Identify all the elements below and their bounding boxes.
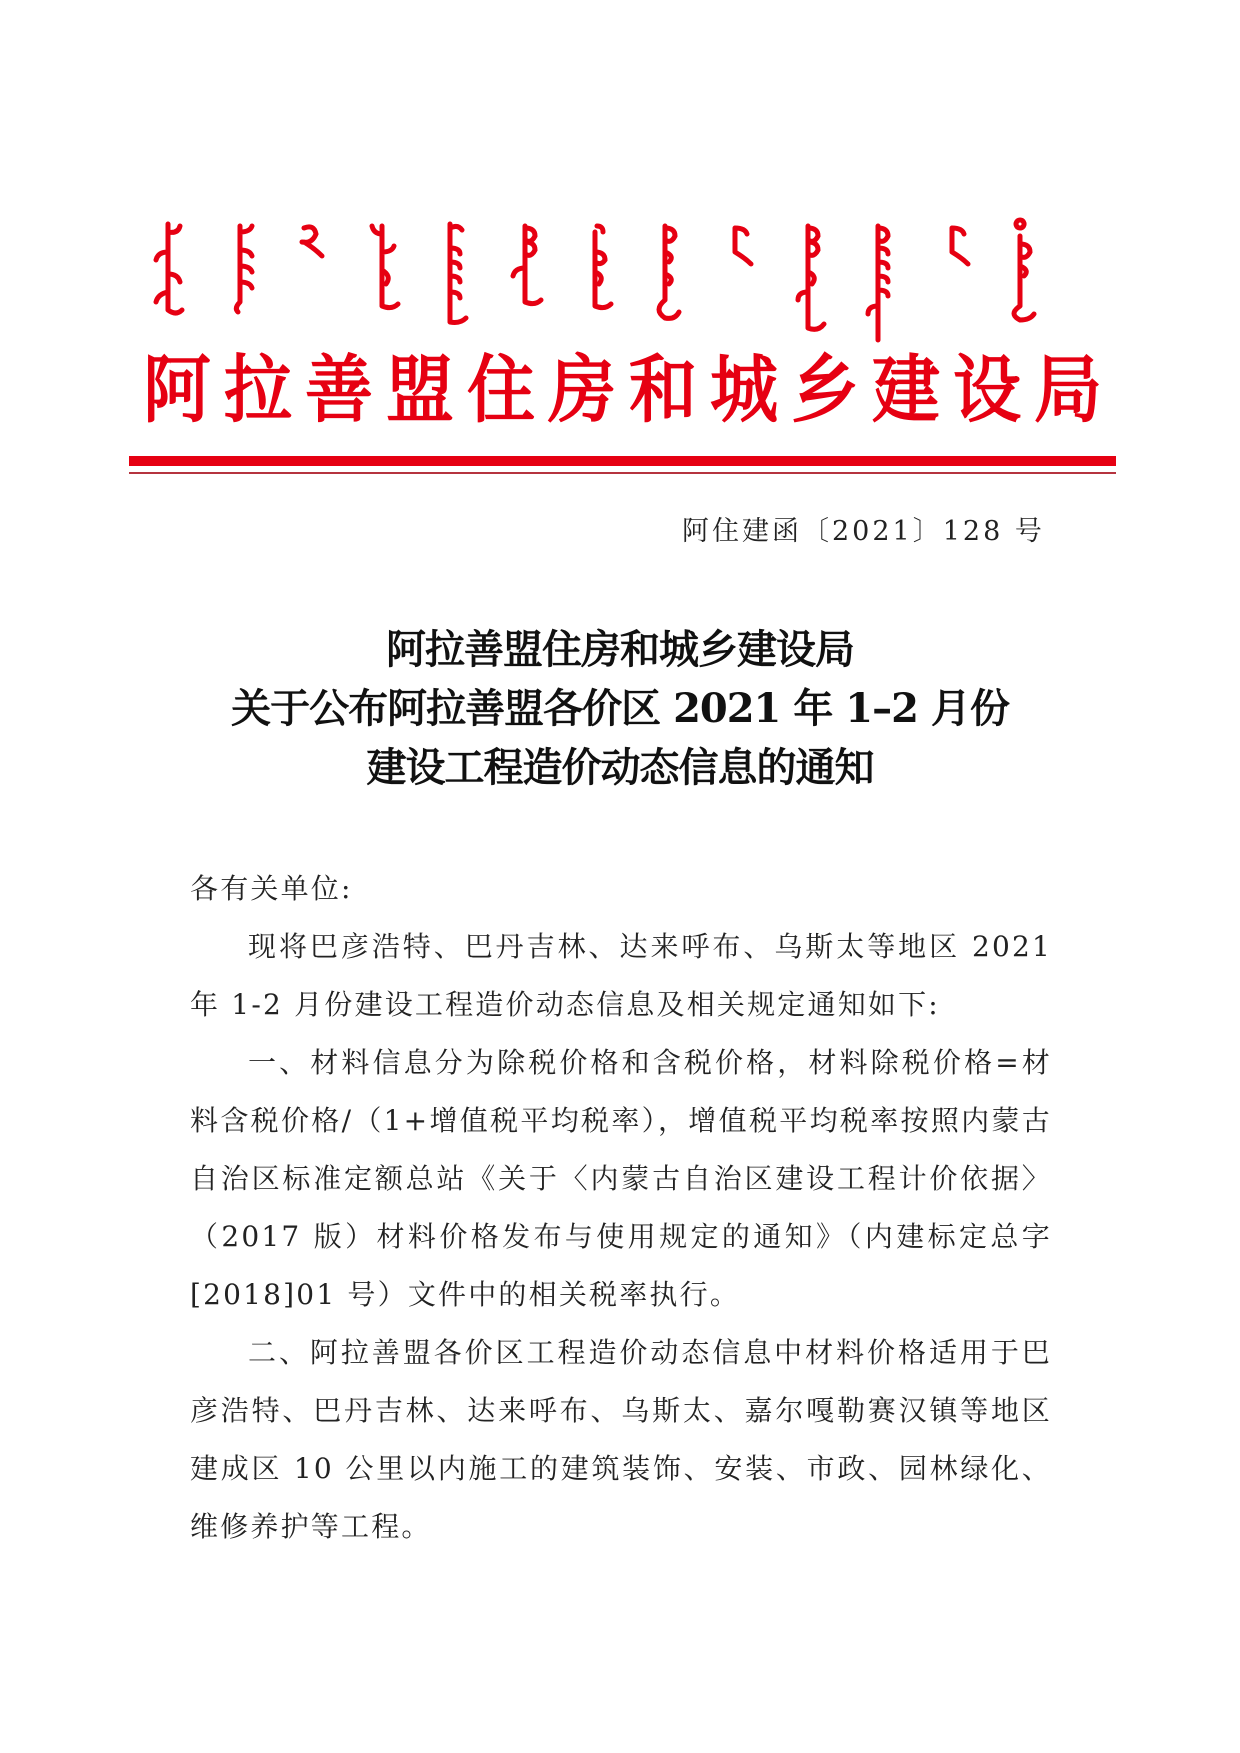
mongolian-word-icon	[505, 222, 545, 342]
banner-char: 乡	[790, 346, 859, 434]
paragraph-item-1: 一、材料信息分为除税价格和含税价格，材料除税价格=材料含税价格/（1+增值税平均税率），增值税平均税率按照内蒙古自治区标准定额总站《关于〈内蒙古自治区建设工程计价依据〉（2017 版）材料价格发布与使用规定的通知》（内建标定总字[2018]01 号）文件中的相关税率执行。	[190, 1046, 1052, 1311]
mongolian-word-icon	[148, 222, 188, 342]
header-rule-thick	[129, 456, 1116, 466]
banner-char: 拉	[223, 346, 292, 434]
banner-char: 阿	[142, 346, 211, 434]
banner-char: 和	[628, 346, 697, 434]
banner-char: 建	[871, 346, 940, 434]
mongolian-word-icon	[290, 222, 330, 342]
document-number: 阿住建函〔2021〕128 号	[682, 516, 1045, 547]
mongolian-word-icon	[1000, 222, 1040, 342]
banner-char: 善	[304, 346, 373, 434]
banner-char: 房	[547, 346, 616, 434]
mongolian-word-icon	[858, 222, 898, 342]
document-title	[120, 620, 1120, 797]
header-rule-thin	[129, 472, 1116, 474]
mongolian-word-icon	[575, 222, 615, 342]
banner-char: 设	[952, 346, 1021, 434]
title-line: 关于公布阿拉善盟各价区 2021 年 1–2 月份	[231, 685, 1009, 732]
salutation: 各有关单位:	[190, 872, 353, 905]
banner-char: 局	[1033, 346, 1102, 434]
mongolian-word-icon	[932, 222, 972, 342]
agency-banner	[140, 348, 1105, 432]
mongolian-word-icon	[220, 222, 260, 342]
mongolian-word-icon	[788, 222, 828, 342]
mongolian-word-icon	[645, 222, 685, 342]
mongolian-word-icon	[362, 222, 402, 342]
paragraph-item-2: 二、阿拉善盟各价区工程造价动态信息中材料价格适用于巴彦浩特、巴丹吉林、达来呼布、乌斯太、嘉尔嘎勒赛汉镇等地区建成区 10 公里以内施工的建筑装饰、安装、市政、园林绿化、维修养护等工程。	[190, 1336, 1052, 1543]
paragraph-intro: 现将巴彦浩特、巴丹吉林、达来呼布、乌斯太等地区 2021 年 1-2 月份建设工程造价动态信息及相关规定通知如下:	[190, 930, 1052, 1021]
document-body	[190, 860, 1052, 1556]
banner-char: 盟	[385, 346, 454, 434]
mongolian-agency-name	[140, 222, 1100, 342]
banner-char: 住	[466, 346, 535, 434]
banner-char: 城	[709, 346, 778, 434]
title-line: 建设工程造价动态信息的通知	[366, 744, 874, 791]
title-line: 阿拉善盟住房和城乡建设局	[386, 626, 854, 673]
mongolian-word-icon	[715, 222, 755, 342]
mongolian-word-icon	[430, 222, 470, 342]
